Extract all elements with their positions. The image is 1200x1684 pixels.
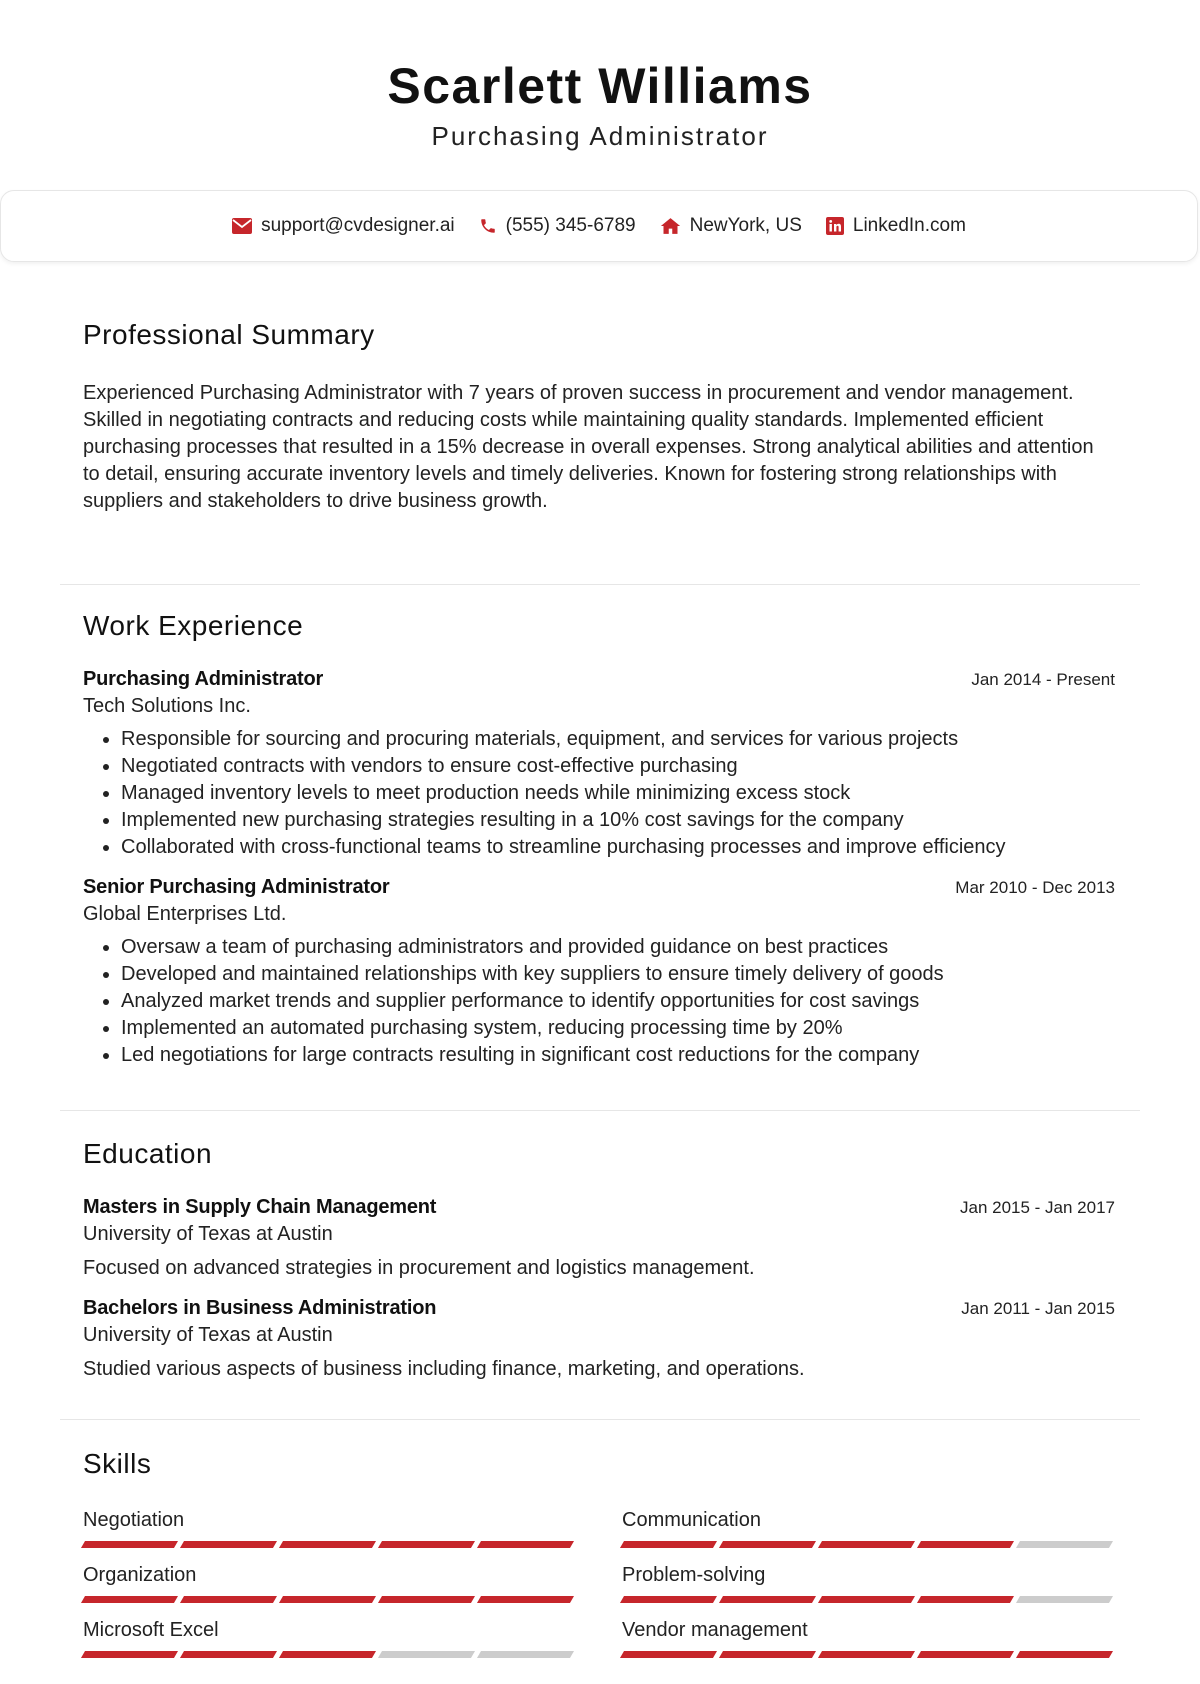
job-entry [83, 873, 1115, 1069]
skill-name: Negotiation [83, 1509, 185, 1531]
skill-name: Microsoft Excel [83, 1619, 219, 1641]
skill-item [622, 1617, 1118, 1658]
summary-heading: Professional Summary [83, 319, 375, 350]
skill-segment-filled [620, 1651, 717, 1658]
skill-segment-filled [477, 1541, 574, 1548]
job-bullet: • Negotiated contracts with vendors to ensure cost-effective purchasing [121, 753, 1115, 780]
job-title: Purchasing Administrator [83, 668, 324, 690]
skill-segment-filled [1016, 1651, 1113, 1658]
school-name: University of Texas at Austin [83, 1324, 333, 1346]
section-divider [60, 1110, 1140, 1111]
skill-item [83, 1562, 579, 1603]
skill-segment-filled [719, 1651, 816, 1658]
job-bullets [83, 726, 1115, 861]
candidate-name: Scarlett Williams [387, 58, 813, 114]
contact-email[interactable] [232, 215, 455, 237]
job-company: Global Enterprises Ltd. [83, 903, 287, 925]
experience-heading: Work Experience [83, 610, 304, 641]
resume-header [0, 0, 1200, 152]
job-bullet: • Collaborated with cross-functional teams to streamline purchasing processes and improve efficiency [121, 834, 1115, 861]
job-bullet: • Managed inventory levels to meet production needs while minimizing excess stock [121, 780, 1115, 807]
skill-segment-filled [180, 1541, 277, 1548]
skill-segment-filled [378, 1541, 475, 1548]
skill-level-bar [622, 1596, 1118, 1603]
skill-segment-filled [180, 1596, 277, 1603]
skill-segment-filled [917, 1596, 1014, 1603]
education-entry [83, 1294, 1115, 1383]
skill-name: Vendor management [622, 1619, 808, 1641]
skill-level-bar [83, 1651, 579, 1658]
skill-item [83, 1617, 579, 1658]
linkedin-icon [826, 217, 844, 235]
skill-item [622, 1562, 1118, 1603]
skill-segment-filled [279, 1541, 376, 1548]
skill-segment-empty [477, 1651, 574, 1658]
job-company: Tech Solutions Inc. [83, 695, 251, 717]
skill-segment-filled [917, 1651, 1014, 1658]
education-entry [83, 1193, 1115, 1282]
skill-segment-filled [719, 1596, 816, 1603]
home-icon [660, 217, 681, 235]
skill-name: Communication [622, 1509, 761, 1531]
skill-segment-filled [81, 1541, 178, 1548]
degree-title: Bachelors in Business Administration [83, 1297, 437, 1319]
skill-segment-filled [620, 1541, 717, 1548]
skill-segment-filled [917, 1541, 1014, 1548]
skill-segment-filled [719, 1541, 816, 1548]
job-bullet: • Analyzed market trends and supplier performance to identify opportunities for cost savings [121, 988, 1115, 1015]
skill-segment-filled [818, 1541, 915, 1548]
skill-level-bar [83, 1541, 579, 1548]
skills-grid [83, 1507, 1115, 1658]
skill-segment-filled [477, 1596, 574, 1603]
section-divider [60, 1419, 1140, 1420]
skill-segment-filled [378, 1596, 475, 1603]
job-bullet: • Implemented an automated purchasing system, reducing processing time by 20% [121, 1015, 1115, 1042]
skill-segment-filled [180, 1651, 277, 1658]
job-bullet: • Oversaw a team of purchasing administrators and provided guidance on best practices [121, 934, 1115, 961]
skills-heading: Skills [83, 1448, 152, 1479]
skill-name: Problem-solving [622, 1564, 766, 1586]
summary-text: Experienced Purchasing Administrator with 7 years of proven success in procurement and vendor management. Skilled in negotiating contracts and reducing costs while maintaining quality standards. Implemented efficient purchasing processes that resulted in a 15% decrease in overall expenses. Strong analytical abilities and attention to detail, ensuring accurate inventory levels and timely deliveries. Known for fostering strong relationships with suppliers and stakeholders to drive business growth. [83, 382, 1094, 512]
skill-item [622, 1507, 1118, 1548]
contact-linkedin-text: LinkedIn.com [852, 215, 966, 236]
contact-bar [0, 190, 1198, 262]
skill-segment-filled [81, 1651, 178, 1658]
school-name: University of Texas at Austin [83, 1223, 333, 1245]
education-heading: Education [83, 1138, 213, 1169]
contact-phone-text: (555) 345-6789 [505, 215, 636, 236]
contact-phone[interactable] [479, 215, 636, 237]
skill-segment-filled [818, 1596, 915, 1603]
skills-section [83, 1447, 1115, 1658]
skill-name: Organization [83, 1564, 197, 1586]
contact-location-text: NewYork, US [689, 215, 802, 236]
education-description: Focused on advanced strategies in procurement and logistics management. [83, 1257, 755, 1279]
education-section [83, 1137, 1115, 1383]
skill-segment-filled [279, 1596, 376, 1603]
skill-segment-filled [620, 1596, 717, 1603]
job-title: Senior Purchasing Administrator [83, 876, 390, 898]
job-dates: Jan 2014 - Present [971, 670, 1115, 689]
phone-icon [479, 217, 497, 235]
contact-email-text: support@cvdesigner.ai [261, 215, 455, 236]
job-bullet: • Developed and maintained relationships with key suppliers to ensure timely delivery of goods [121, 961, 1115, 988]
education-description: Studied various aspects of business including finance, marketing, and operations. [83, 1358, 805, 1380]
skill-segment-filled [279, 1651, 376, 1658]
envelope-icon [232, 218, 252, 234]
job-bullet: • Implemented new purchasing strategies resulting in a 10% cost savings for the company [121, 807, 1115, 834]
skill-level-bar [622, 1651, 1118, 1658]
skill-item [83, 1507, 579, 1548]
degree-title: Masters in Supply Chain Management [83, 1196, 437, 1218]
contact-location [660, 215, 802, 237]
skill-segment-empty [1016, 1596, 1113, 1603]
job-bullet: • Responsible for sourcing and procuring materials, equipment, and services for various projects [121, 726, 1115, 753]
education-dates: Jan 2011 - Jan 2015 [961, 1299, 1115, 1318]
job-dates: Mar 2010 - Dec 2013 [955, 878, 1115, 897]
education-dates: Jan 2015 - Jan 2017 [959, 1198, 1115, 1217]
skill-level-bar [83, 1596, 579, 1603]
summary-section [83, 318, 1115, 515]
candidate-title: Purchasing Administrator [431, 121, 769, 151]
skill-segment-empty [1016, 1541, 1113, 1548]
job-bullet: • Led negotiations for large contracts resulting in significant cost reductions for the company [121, 1042, 1115, 1069]
job-entry [83, 665, 1115, 861]
skill-segment-filled [81, 1596, 178, 1603]
section-divider [60, 584, 1140, 585]
job-bullets [83, 934, 1115, 1069]
skill-segment-filled [818, 1651, 915, 1658]
contact-linkedin[interactable] [826, 215, 966, 237]
skill-segment-empty [378, 1651, 475, 1658]
experience-section [83, 609, 1115, 1069]
skill-level-bar [622, 1541, 1118, 1548]
